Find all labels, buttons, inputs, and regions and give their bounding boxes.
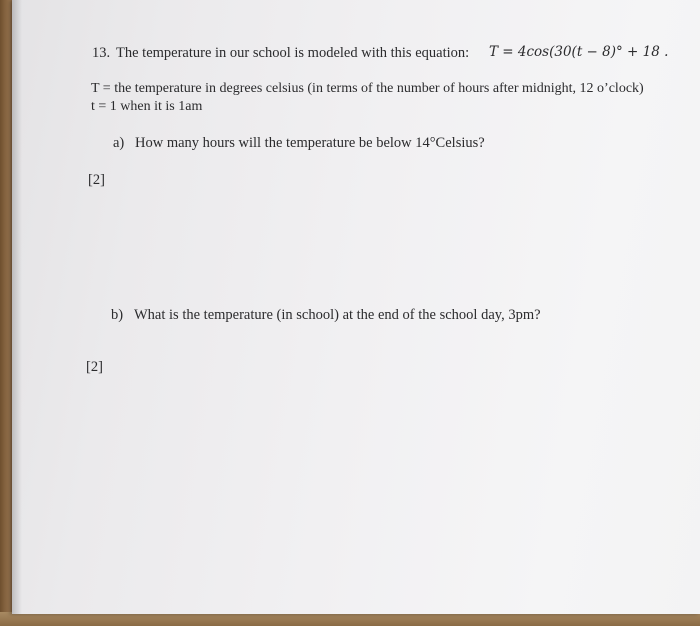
- wood-table-bottom: [0, 612, 700, 626]
- definition-temperature: T = the temperature in degrees celsius (in terms of the number of hours after midnight, 12 o’clock): [91, 81, 644, 96]
- part-a-label: a): [113, 135, 125, 151]
- question-intro: The temperature in our school is modeled with this equation:: [116, 45, 470, 61]
- part-a-marks: [2]: [88, 172, 105, 188]
- part-b-label: b): [111, 307, 124, 323]
- part-b-question: What is the temperature (in school) at the end of the school day, 3pm?: [134, 307, 541, 323]
- part-b-marks: [2]: [86, 359, 103, 375]
- temperature-equation: T = 4cos(30(t − 8)° + 18 .: [489, 44, 669, 60]
- question-number: 13.: [92, 45, 111, 61]
- paper-shadow: [12, 0, 22, 614]
- definition-time: t = 1 when it is 1am: [91, 99, 203, 114]
- part-a-question: How many hours will the temperature be below 14°Celsius?: [135, 135, 485, 151]
